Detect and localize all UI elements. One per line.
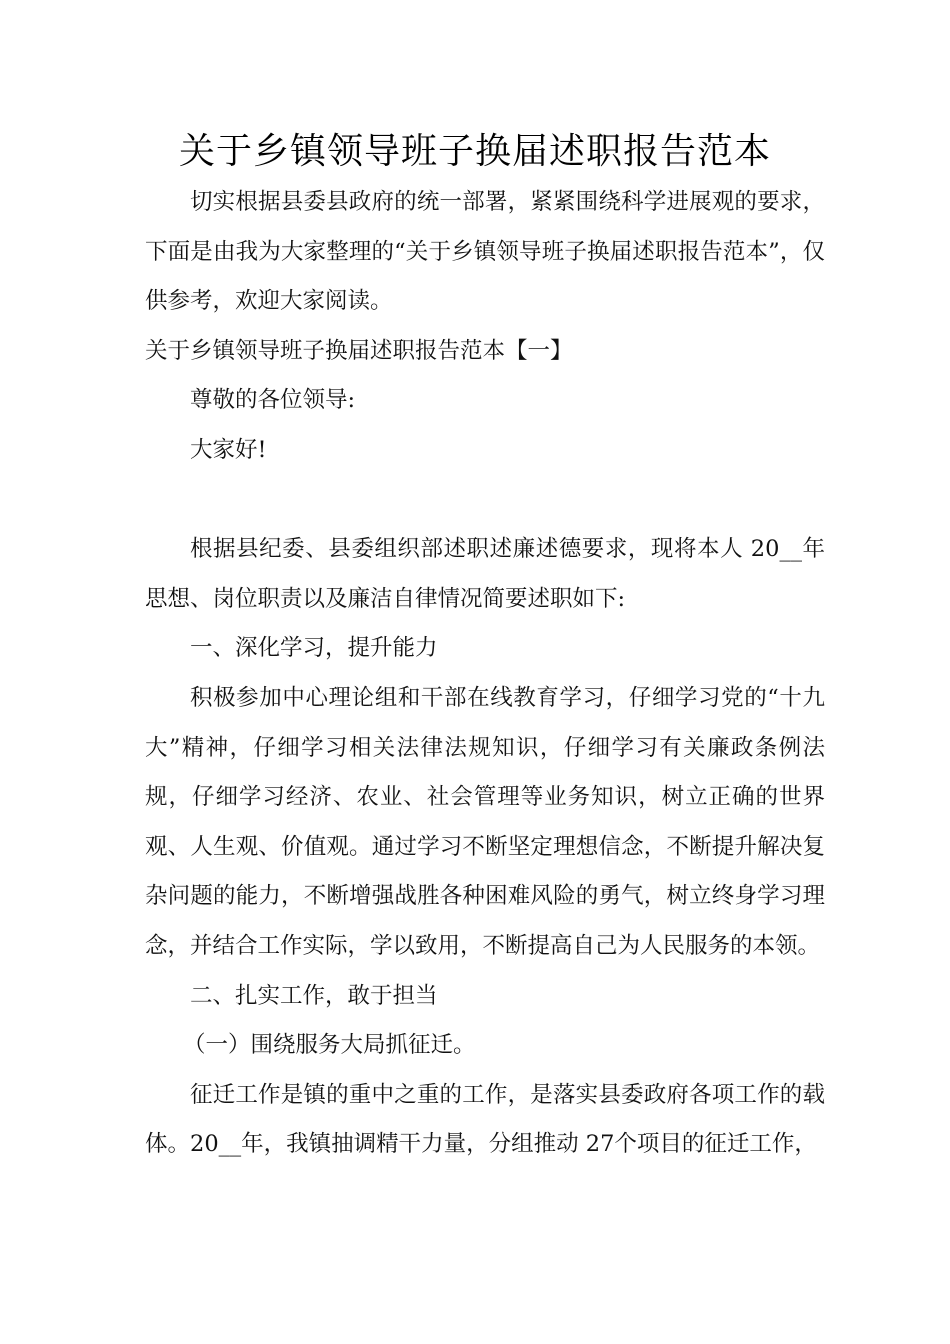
salutation: 尊敬的各位领导: bbox=[190, 387, 356, 414]
subheading-two-item-one: （一）围绕服务大局抓征迁。 bbox=[183, 1032, 476, 1059]
blank-line bbox=[145, 476, 825, 526]
opening-paragraph: 根据县纪委、县委组织部述职述廉述德要求，现将本人 20__年思想、岗位职责以及廉洁自律情况简要述职如下: bbox=[145, 536, 825, 612]
document-title: 关于乡镇领导班子换届述职报告范本 bbox=[178, 131, 771, 172]
document-body bbox=[145, 178, 825, 1170]
study-paragraph: 积极参加中心理论组和干部在线教育学习，仔细学习党的“十九大”精神，仔细学习相关法律法规知识，仔细学习有关廉政条例法规，仔细学习经济、农业、社会管理等业务知识，树立正确的世界观、人生观、价值观。通过学习不断坚定理想信念，不断提升解决复杂问题的能力，不断增强战胜各种困难风险的勇气，树立终身学习理念，并结合工作实际，学以致用，不断提高自己为人民服务的本领。 bbox=[145, 684, 825, 959]
intro-paragraph: 切实根据县委县政府的统一部署，紧紧围绕科学进展观的要求，下面是由我为大家整理的“关于乡镇领导班子换届述职报告范本”，仅供参考，欢迎大家阅读。 bbox=[145, 189, 825, 315]
section-heading: 关于乡镇领导班子换届述职报告范本【一】 bbox=[145, 337, 573, 364]
subheading-two: 二、扎实工作，敢于担当 bbox=[190, 982, 438, 1009]
relocation-paragraph: 征迁工作是镇的重中之重的工作，是落实县委政府各项工作的载体。20__年，我镇抽调精干力量，分组推动 27个项目的征迁工作， bbox=[145, 1081, 825, 1158]
greeting: 大家好! bbox=[190, 436, 267, 463]
subheading-one: 一、深化学习，提升能力 bbox=[190, 635, 438, 662]
